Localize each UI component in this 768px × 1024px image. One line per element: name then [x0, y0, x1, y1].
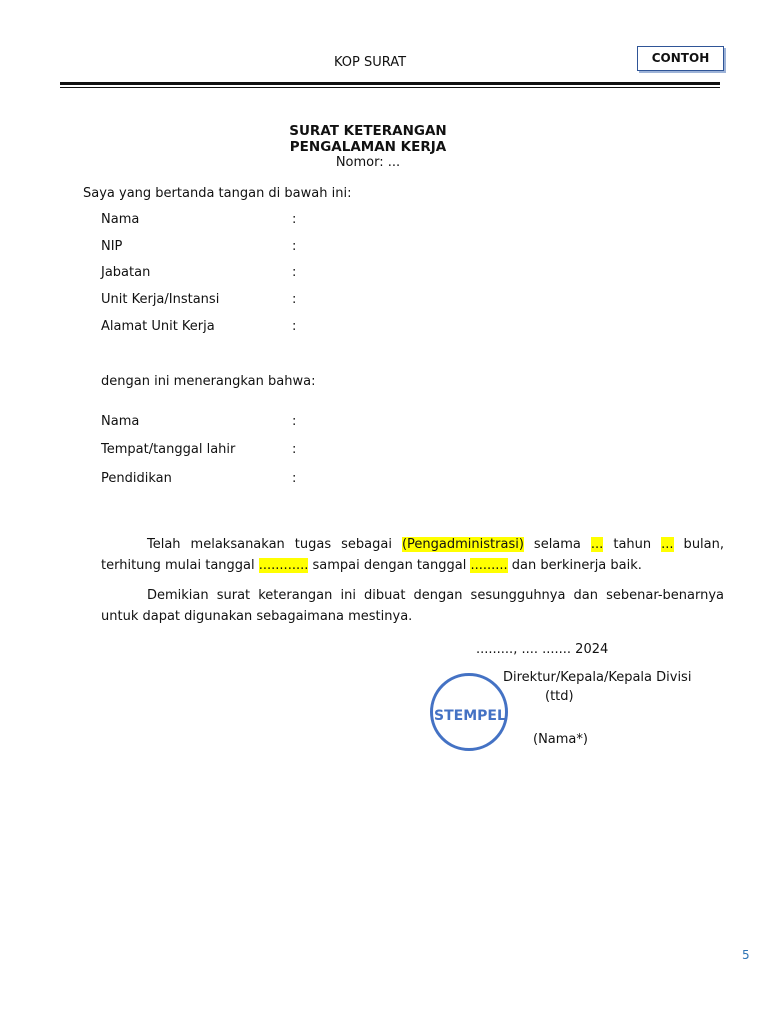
employee-field-nama: Nama — [101, 414, 140, 429]
body-text: bulan, terhitung mulai tanggal — [101, 537, 725, 573]
signer-name: (Nama*) — [533, 732, 588, 747]
document-title-line2: PENGALAMAN KERJA — [289, 139, 447, 155]
body-text: selama — [523, 537, 591, 552]
highlight-end-date: ......... — [470, 558, 508, 573]
highlight-months: ... — [661, 537, 674, 552]
signer-field-jabatan: Jabatan — [101, 265, 151, 280]
letterhead-rule-thin — [60, 87, 720, 88]
document-number: Nomor: ... — [335, 155, 401, 170]
page-number: 5 — [742, 948, 750, 962]
body-text: dan berkinerja baik. — [507, 558, 642, 573]
letterhead-rule-thick — [60, 82, 720, 85]
document-title-line1: SURAT KETERANGAN — [289, 123, 447, 139]
signature-date: ........., .... ....... 2024 — [476, 642, 609, 657]
signer-field-alamat: Alamat Unit Kerja — [101, 319, 215, 334]
example-badge: CONTOH — [637, 46, 724, 71]
signer-field-nama: Nama — [101, 212, 140, 227]
letterhead-placeholder: KOP SURAT — [333, 55, 407, 70]
employee-field-ttl: Tempat/tanggal lahir — [101, 442, 236, 457]
field-colon: : — [292, 471, 297, 486]
field-colon: : — [292, 319, 297, 334]
highlight-position: (Pengadministrasi) — [401, 537, 524, 552]
signer-field-unit-kerja: Unit Kerja/Instansi — [101, 292, 220, 307]
body-text: tahun — [603, 537, 662, 552]
signer-position: Direktur/Kepala/Kepala Divisi — [503, 670, 692, 685]
body-text: sampai dengan tanggal — [308, 558, 471, 573]
employee-field-pendidikan: Pendidikan — [101, 471, 172, 486]
middle-text: dengan ini menerangkan bahwa: — [101, 374, 316, 389]
field-colon: : — [292, 292, 297, 307]
body-paragraph-2: Demikian surat keterangan ini dibuat dengan sesungguhnya dan sebenar-benarnya untuk dapat digunakan sebagaimana mestinya. — [101, 588, 724, 624]
highlight-years: ... — [590, 537, 604, 552]
signature-ttd: (ttd) — [545, 689, 574, 704]
field-colon: : — [292, 239, 297, 254]
field-colon: : — [292, 212, 297, 227]
intro-text: Saya yang bertanda tangan di bawah ini: — [83, 186, 352, 201]
signer-field-nip: NIP — [101, 239, 123, 254]
stamp-label: STEMPEL — [434, 708, 506, 724]
highlight-start-date: ............ — [258, 558, 309, 573]
body-text: Telah melaksanakan tugas sebagai — [147, 537, 402, 552]
body-paragraph-1 — [101, 534, 724, 576]
field-colon: : — [292, 265, 297, 280]
field-colon: : — [292, 414, 297, 429]
field-colon: : — [292, 442, 297, 457]
